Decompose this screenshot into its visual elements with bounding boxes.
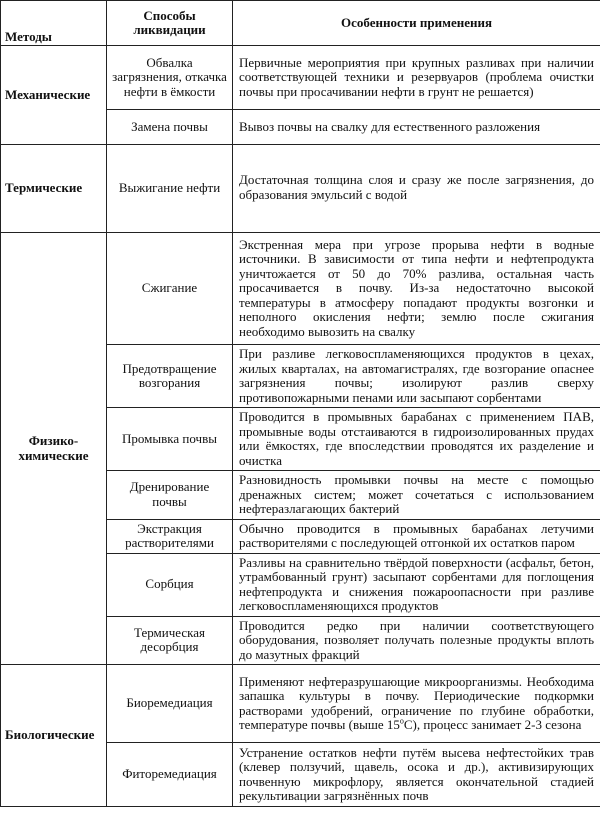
- method-cell: Физико-химические: [1, 233, 107, 665]
- way-cell: Дренирование почвы: [107, 471, 233, 520]
- header-feature: Особенности применения: [233, 1, 600, 46]
- feature-cell: Первичные мероприятия при крупных разливах при наличии соответствующей техники и резервуаров (проблема очистки почвы при просачивании нефти в грунт не решается): [233, 46, 600, 110]
- way-cell: Экстракция растворителями: [107, 519, 233, 553]
- feature-cell: Проводится редко при наличии соответствующего оборудования, позволяет получать полезные продукты вплоть до мазутных фракций: [233, 616, 600, 665]
- way-cell: Предотвращение возгорания: [107, 345, 233, 408]
- method-cell: Механические: [1, 46, 107, 145]
- feature-cell: Устранение остатков нефти путём высева нефтестойких трав (клевер ползучий, щавель, осока и др.), активизирующих почвенную микрофлору, является окончательной стадией рекультивации загрязнённых почв: [233, 743, 600, 807]
- feature-cell: Проводится в промывных барабанах с применением ПАВ, промывные воды отстаиваются в гидроизолированных прудах или ёмкостях, где впоследствии проводятся их разделение и очистка: [233, 408, 600, 471]
- way-cell: Обвалка загрязнения, откачка нефти в ёмкости: [107, 46, 233, 110]
- table-row: [1, 233, 600, 345]
- header-way: Способы ликвидации: [107, 1, 233, 46]
- feature-cell: При разливе легковоспламеняющихся продуктов в цехах, жилых кварталах, на автомагистралях, где возгорание опаснее загрязнения почвы; изолируют разлив сверху противопожарными пенами или засыпают сорбентами: [233, 345, 600, 408]
- method-cell: Биологические: [1, 665, 107, 807]
- table-row: [1, 145, 600, 233]
- table-row: [1, 665, 600, 743]
- way-cell: Выжигание нефти: [107, 145, 233, 233]
- table-row: [1, 46, 600, 110]
- feature-cell: Экстренная мера при угрозе прорыва нефти в водные источники. В зависимости от типа нефти и нефтепродукта уничтожается от 50 до 70% разлива, остальная часть просачивается в почву. Из-за недостаточно высокой температуры в атмосферу попадают продукты возгонки и неполного окисления нефти; землю после сжигания необходимо вывозить на свалку: [233, 233, 600, 345]
- feature-cell: Вывоз почвы на свалку для естественного разложения: [233, 110, 600, 145]
- header-method: Методы: [1, 1, 107, 46]
- way-cell: Термическая десорбция: [107, 616, 233, 665]
- method-cell: Термические: [1, 145, 107, 233]
- feature-cell: Обычно проводится в промывных барабанах летучими растворителями с последующей отгонкой их остатков паром: [233, 519, 600, 553]
- way-cell: Промывка почвы: [107, 408, 233, 471]
- feature-cell: Разновидность промывки почвы на месте с помощью дренажных систем; может сочетаться с использованием нефтеразлагающих бактерий: [233, 471, 600, 520]
- way-cell: Замена почвы: [107, 110, 233, 145]
- feature-text-tail: С), процесс занимает 2-3 сезона: [403, 717, 582, 732]
- feature-text: Применяют нефтеразрушающие микроорганизмы. Необходима запашка культуры в почву. Периодические подкормки растворами удобрений, ограничение по глубине обработки, температуре почвы (выше 15: [239, 673, 594, 732]
- degree-sup: o: [399, 716, 404, 726]
- way-cell: Сжигание: [107, 233, 233, 345]
- header-row: [1, 1, 600, 46]
- feature-cell: Достаточная толщина слоя и сразу же после загрязнения, до образования эмульсий с водой: [233, 145, 600, 233]
- feature-cell: [233, 665, 600, 743]
- way-cell: Фиторемедиация: [107, 743, 233, 807]
- feature-cell: Разливы на сравнительно твёрдой поверхности (асфальт, бетон, утрамбованный грунт) засыпают сорбентами для поглощения нефтепродукта и снижения пожароопасности при разливе легковоспламеняющихся продуктов: [233, 553, 600, 616]
- way-cell: Сорбция: [107, 553, 233, 616]
- way-cell: Биоремедиация: [107, 665, 233, 743]
